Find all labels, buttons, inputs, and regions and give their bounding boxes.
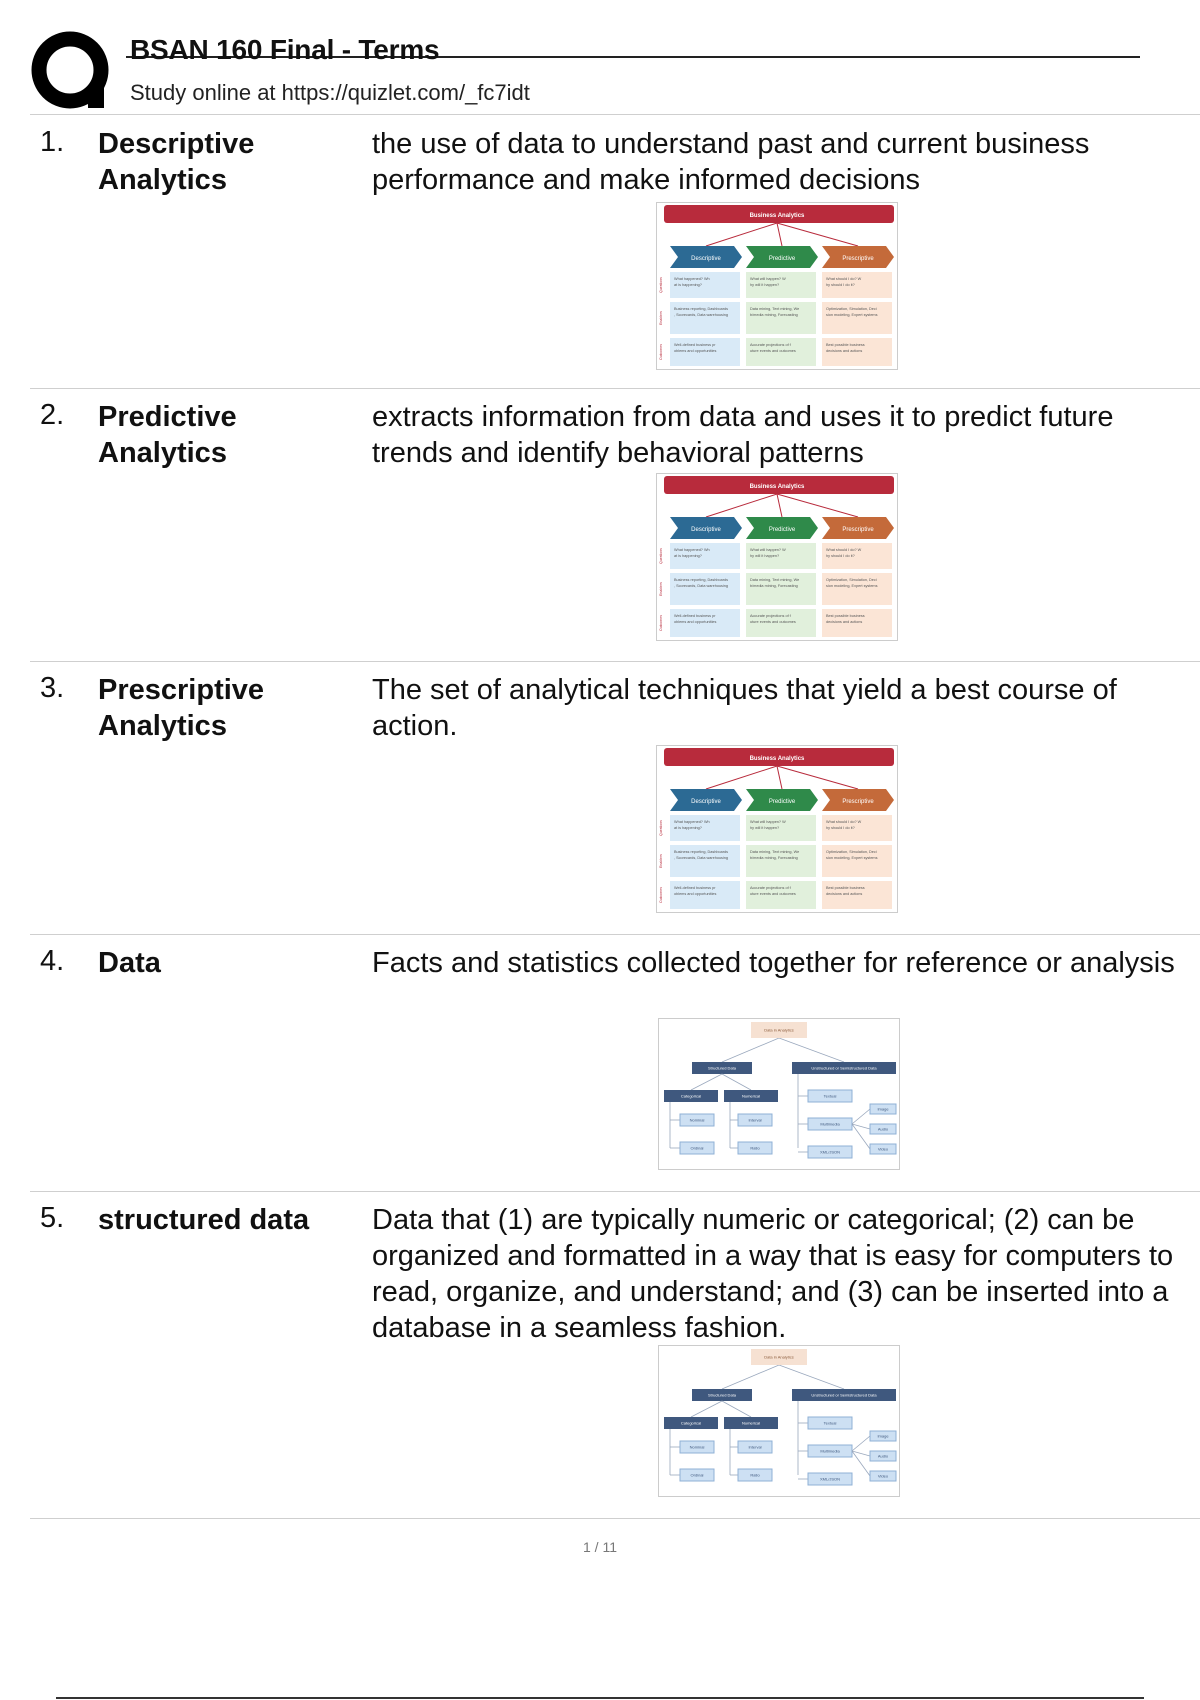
- leaf-node-label: Nominal: [689, 1444, 705, 1450]
- category-node-label: Categorical: [680, 1420, 702, 1426]
- row-label: Enablers: [659, 582, 663, 596]
- cell-text: at is happening?: [674, 554, 702, 558]
- leaf-node-label: Audio: [877, 1453, 889, 1459]
- cell-text: Well-defined business pr: [674, 343, 716, 347]
- entry-number: 1.: [40, 126, 65, 158]
- term-entry: [30, 945, 1200, 1191]
- leaf-node-label: Interval: [748, 1117, 762, 1123]
- business-analytics-svg: [656, 473, 898, 641]
- cell-text: , Scorecards, Data warehousing: [674, 313, 729, 317]
- cell-text: Well-defined business pr: [674, 886, 716, 890]
- cell-text: Best possible business: [826, 614, 865, 618]
- category-node-label: Numerical: [741, 1093, 761, 1099]
- leaf-node-label: Ratio: [750, 1472, 760, 1478]
- cell-text: What should I do? W: [826, 820, 862, 824]
- stage-label: Predictive: [768, 527, 796, 533]
- cell-text: Business reporting, Dashboards: [674, 307, 729, 311]
- leaf-node-label: Video: [877, 1146, 889, 1152]
- row-label: Questions: [659, 548, 663, 564]
- term-entry: [30, 126, 1200, 388]
- cell-text: hy will it happen?: [750, 826, 780, 830]
- definition: Facts and statistics collected together for reference or analysis: [372, 947, 1175, 979]
- entry-divider: [30, 1191, 1200, 1192]
- definition: the use of data to understand past and current business performance and make informed decisions: [372, 128, 1090, 196]
- row-label: Questions: [659, 277, 663, 293]
- stage-label: Predictive: [768, 799, 796, 805]
- leaf-node-label: Multimedia: [820, 1448, 840, 1454]
- row-label: Outcomes: [659, 887, 663, 903]
- cell-text: oblems and opportunities: [674, 892, 717, 896]
- cell-text: sion modeling, Expert systems: [826, 584, 878, 588]
- cell-text: hy will it happen?: [750, 283, 780, 287]
- business-analytics-figure: [656, 745, 898, 913]
- cell-text: uture events and outcomes: [750, 620, 796, 624]
- term-entry: [30, 672, 1200, 934]
- row-label: Outcomes: [659, 344, 663, 360]
- stage-label: Prescriptive: [842, 527, 874, 533]
- data-tree-figure: [658, 1345, 900, 1497]
- category-node-label: Categorical: [680, 1093, 702, 1099]
- leaf-node-label: Textual: [823, 1093, 837, 1099]
- business-analytics-svg: [656, 202, 898, 370]
- leaf-node-label: Nominal: [689, 1117, 705, 1123]
- cell-text: , Scorecards, Data warehousing: [674, 856, 729, 860]
- cell-text: Accurate projections of f: [750, 886, 791, 890]
- cell-text: b/media mining, Forecasting: [750, 856, 798, 860]
- stage-label: Descriptive: [691, 256, 721, 262]
- cell-text: hy should I do it?: [826, 554, 855, 558]
- term: structured data: [98, 1204, 310, 1236]
- branch-node-label: Unstructured or Semistructured Data: [811, 1065, 877, 1071]
- cell-text: at is happening?: [674, 283, 702, 287]
- cell-text: Optimization, Simulation, Deci: [826, 578, 877, 582]
- cell-text: Data mining, Text mining, We: [750, 307, 800, 311]
- cell-text: Accurate projections of f: [750, 614, 791, 618]
- entry-number: 2.: [40, 399, 65, 431]
- definition: Data that (1) are typically numeric or categorical; (2) can be organized and formatted in a way that is easy for computers to read, organize, and understand; and (3) can be inserted into a database in a seamless fashion.: [372, 1204, 1174, 1344]
- branch-node-label: Structured Data: [707, 1065, 737, 1071]
- cell-text: Well-defined business pr: [674, 614, 716, 618]
- cell-text: What will happen? W: [750, 548, 786, 552]
- term-entry: [30, 1202, 1200, 1518]
- root-node-label: Data in Analytics: [764, 1354, 794, 1360]
- leaf-node-label: XML/JSON: [819, 1476, 841, 1482]
- cell-text: b/media mining, Forecasting: [750, 313, 798, 317]
- data-tree-svg: [658, 1018, 900, 1170]
- business-analytics-svg: [656, 745, 898, 913]
- row-label: Outcomes: [659, 615, 663, 631]
- leaf-node-label: XML/JSON: [819, 1149, 841, 1155]
- cell-text: hy should I do it?: [826, 826, 855, 830]
- cell-text: uture events and outcomes: [750, 349, 796, 353]
- cell-text: sion modeling, Expert systems: [826, 856, 878, 860]
- cell-text: What will happen? W: [750, 820, 786, 824]
- term: Predictive Analytics: [98, 401, 237, 469]
- leaf-node-label: Multimedia: [820, 1121, 840, 1127]
- row-label: Enablers: [659, 854, 663, 868]
- cell-text: b/media mining, Forecasting: [750, 584, 798, 588]
- term: Descriptive Analytics: [98, 128, 255, 196]
- stage-label: Prescriptive: [842, 256, 874, 262]
- banner-label: Business Analytics: [749, 756, 805, 762]
- cell-text: Best possible business: [826, 343, 865, 347]
- cell-text: Business reporting, Dashboards: [674, 578, 729, 582]
- data-tree-figure: [658, 1018, 900, 1170]
- cell-text: decisions and actions: [826, 892, 863, 896]
- study-link[interactable]: Study online at https://quizlet.com/_fc7idt: [130, 80, 530, 105]
- page-title: BSAN 160 Final - Terms: [130, 34, 440, 65]
- definition: The set of analytical techniques that yield a best course of action.: [372, 674, 1117, 742]
- definition: extracts information from data and uses it to predict future trends and identify behavioral patterns: [372, 401, 1114, 469]
- leaf-node-label: Ordinal: [690, 1145, 704, 1151]
- leaf-node-label: Textual: [823, 1420, 837, 1426]
- leaf-node-label: Interval: [748, 1444, 762, 1450]
- branch-node-label: Structured Data: [707, 1392, 737, 1398]
- branch-node-label: Unstructured or Semistructured Data: [811, 1392, 877, 1398]
- cell-text: Data mining, Text mining, We: [750, 578, 800, 582]
- cell-text: Best possible business: [826, 886, 865, 890]
- leaf-node-label: Image: [877, 1106, 889, 1112]
- page-header: [30, 30, 1200, 116]
- banner-label: Business Analytics: [749, 484, 805, 490]
- row-label: Enablers: [659, 311, 663, 325]
- row-label: Questions: [659, 820, 663, 836]
- entry-divider: [30, 934, 1200, 935]
- bottom-rule: [56, 1697, 1144, 1699]
- cell-text: What happened? Wh: [674, 548, 710, 552]
- stage-label: Descriptive: [691, 799, 721, 805]
- cell-text: Accurate projections of f: [750, 343, 791, 347]
- term: Prescriptive Analytics: [98, 674, 265, 742]
- leaf-node-label: Ordinal: [690, 1472, 704, 1478]
- entry-number: 3.: [40, 672, 65, 704]
- leaf-node-label: Video: [877, 1473, 889, 1479]
- entry-number: 5.: [40, 1202, 65, 1234]
- entry-divider: [30, 1518, 1200, 1519]
- quizlet-logo-icon: [30, 30, 112, 112]
- business-analytics-figure: [656, 202, 898, 370]
- cell-text: hy should I do it?: [826, 283, 855, 287]
- page-number: 1 / 11: [583, 1539, 617, 1555]
- entry-divider: [30, 661, 1200, 662]
- cell-text: Optimization, Simulation, Deci: [826, 307, 877, 311]
- header-divider: [30, 114, 1200, 115]
- cell-text: oblems and opportunities: [674, 620, 717, 624]
- cell-text: decisions and actions: [826, 620, 863, 624]
- cell-text: uture events and outcomes: [750, 892, 796, 896]
- cell-text: Data mining, Text mining, We: [750, 850, 800, 854]
- cell-text: at is happening?: [674, 826, 702, 830]
- cell-text: What should I do? W: [826, 548, 862, 552]
- stage-label: Descriptive: [691, 527, 721, 533]
- stage-label: Predictive: [768, 256, 796, 262]
- cell-text: What happened? Wh: [674, 820, 710, 824]
- cell-text: Optimization, Simulation, Deci: [826, 850, 877, 854]
- entry-divider: [30, 388, 1200, 389]
- cell-text: Business reporting, Dashboards: [674, 850, 729, 854]
- cell-text: , Scorecards, Data warehousing: [674, 584, 729, 588]
- banner-label: Business Analytics: [749, 213, 805, 219]
- leaf-node-label: Ratio: [750, 1145, 760, 1151]
- leaf-node-label: Audio: [877, 1126, 889, 1132]
- cell-text: What will happen? W: [750, 277, 786, 281]
- root-node-label: Data in Analytics: [764, 1027, 794, 1033]
- entry-number: 4.: [40, 945, 65, 977]
- stage-label: Prescriptive: [842, 799, 874, 805]
- business-analytics-figure: [656, 473, 898, 641]
- cell-text: hy will it happen?: [750, 554, 780, 558]
- term: Data: [98, 947, 161, 979]
- leaf-node-label: Image: [877, 1433, 889, 1439]
- cell-text: decisions and actions: [826, 349, 863, 353]
- term-entry: [30, 399, 1200, 661]
- cell-text: What happened? Wh: [674, 277, 710, 281]
- data-tree-svg: [658, 1345, 900, 1497]
- cell-text: oblems and opportunities: [674, 349, 717, 353]
- cell-text: sion modeling, Expert systems: [826, 313, 878, 317]
- cell-text: What should I do? W: [826, 277, 862, 281]
- category-node-label: Numerical: [741, 1420, 761, 1426]
